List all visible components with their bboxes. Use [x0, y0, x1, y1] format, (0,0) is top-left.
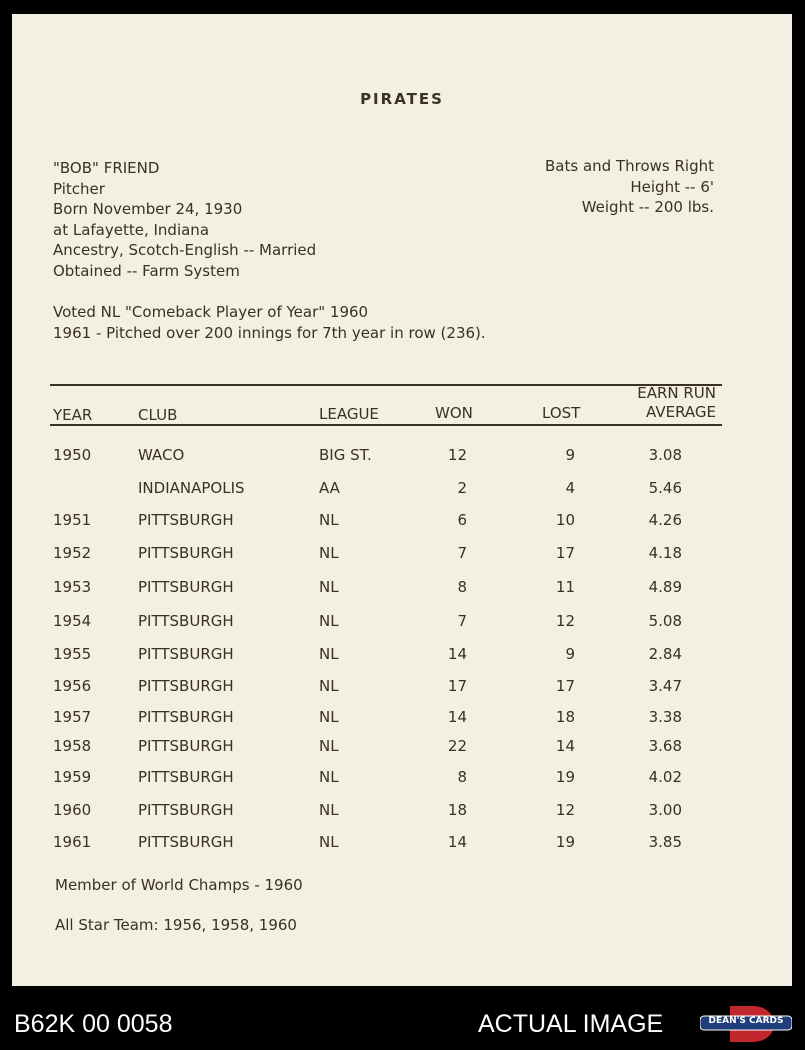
row-league: NL	[319, 737, 339, 755]
row-year: 1958	[53, 737, 92, 755]
player-name: "BOB" FRIEND	[53, 159, 160, 177]
row-lost: 14	[555, 737, 575, 755]
player-ancestry: Ancestry, Scotch-English -- Married	[53, 241, 317, 259]
note-comeback: Voted NL "Comeback Player of Year" 1960	[53, 303, 369, 321]
row-won: 2	[457, 479, 467, 497]
bats-throws: Bats and Throws Right	[545, 157, 714, 175]
logo-text: DEAN'S CARDS	[708, 1016, 784, 1026]
row-won: 7	[457, 612, 467, 630]
row-club: PITTSBURGH	[138, 737, 234, 755]
row-won: 8	[457, 768, 467, 786]
row-club: PITTSBURGH	[138, 677, 234, 695]
note-innings: 1961 - Pitched over 200 innings for 7th year in row (236).	[53, 324, 486, 342]
sku-label: B62K 00 0058	[14, 1010, 173, 1038]
row-year: 1952	[53, 544, 92, 562]
row-era: 4.89	[648, 578, 682, 596]
row-lost: 9	[565, 645, 575, 663]
deans-cards-logo	[700, 1004, 792, 1044]
player-obtained: Obtained -- Farm System	[53, 261, 240, 280]
header-era	[616, 384, 716, 422]
row-league: NL	[319, 677, 339, 695]
row-year: 1953	[53, 578, 92, 596]
row-lost: 9	[565, 446, 575, 464]
row-league: NL	[319, 645, 339, 663]
row-won: 8	[457, 578, 467, 596]
row-lost: 11	[555, 578, 575, 596]
career-notes	[53, 302, 486, 344]
row-league: NL	[319, 511, 339, 529]
player-born: Born November 24, 1930	[53, 200, 243, 218]
all-star-note: All Star Team: 1956, 1958, 1960	[55, 916, 297, 934]
row-league: BIG ST.	[319, 446, 372, 464]
row-era: 3.00	[648, 801, 682, 819]
row-league: NL	[319, 612, 339, 630]
row-lost: 12	[555, 612, 575, 630]
row-won: 12	[447, 446, 467, 464]
row-league: NL	[319, 768, 339, 786]
row-league: NL	[319, 578, 339, 596]
row-club: PITTSBURGH	[138, 645, 234, 663]
row-lost: 4	[565, 479, 575, 497]
actual-image-label: ACTUAL IMAGE	[478, 1010, 664, 1038]
row-won: 14	[447, 645, 467, 663]
header-won: WON	[435, 404, 473, 422]
row-era: 3.85	[648, 833, 682, 851]
player-position: Pitcher	[53, 179, 105, 198]
player-weight: Weight -- 200 lbs.	[581, 198, 714, 216]
row-club: PITTSBURGH	[138, 768, 234, 786]
header-era-line1: EARN RUN	[637, 384, 716, 402]
row-club: PITTSBURGH	[138, 801, 234, 819]
row-year: 1954	[53, 612, 92, 630]
row-year: 1961	[53, 833, 92, 851]
row-lost: 12	[555, 801, 575, 819]
player-height: Height -- 6'	[630, 177, 714, 196]
card-back	[12, 14, 792, 986]
row-era: 2.84	[648, 645, 682, 663]
row-era: 3.38	[648, 708, 682, 726]
row-won: 22	[447, 737, 467, 755]
row-club: INDIANAPOLIS	[138, 479, 245, 497]
row-club: PITTSBURGH	[138, 612, 234, 630]
row-won: 6	[457, 511, 467, 529]
row-league: AA	[319, 479, 340, 497]
row-won: 14	[447, 708, 467, 726]
row-year: 1960	[53, 801, 92, 819]
row-lost: 19	[555, 768, 575, 786]
row-league: NL	[319, 544, 339, 562]
row-era: 3.47	[648, 677, 682, 695]
header-lost: LOST	[542, 404, 581, 422]
team-name: PIRATES	[360, 90, 444, 108]
row-won: 7	[457, 544, 467, 562]
row-era: 5.08	[648, 612, 682, 630]
row-era: 3.68	[648, 737, 682, 755]
row-league: NL	[319, 833, 339, 851]
row-lost: 17	[555, 677, 575, 695]
row-league: NL	[319, 801, 339, 819]
row-year: 1955	[53, 645, 92, 663]
header-year: YEAR	[53, 406, 93, 424]
row-era: 3.08	[648, 446, 682, 464]
row-won: 17	[447, 677, 467, 695]
row-year: 1950	[53, 446, 92, 464]
row-year: 1951	[53, 511, 92, 529]
row-era: 4.26	[648, 511, 682, 529]
player-birthplace: at Lafayette, Indiana	[53, 220, 210, 239]
player-physical	[545, 156, 714, 218]
row-lost: 10	[555, 511, 575, 529]
row-club: PITTSBURGH	[138, 511, 234, 529]
table-header-rule	[50, 424, 722, 426]
world-champs-note: Member of World Champs - 1960	[55, 876, 303, 894]
row-club: WACO	[138, 446, 185, 464]
header-league: LEAGUE	[319, 405, 379, 423]
row-era: 5.46	[648, 479, 682, 497]
row-won: 18	[447, 801, 467, 819]
row-lost: 19	[555, 833, 575, 851]
row-lost: 17	[555, 544, 575, 562]
header-club: CLUB	[138, 406, 178, 424]
row-club: PITTSBURGH	[138, 708, 234, 726]
row-year: 1959	[53, 768, 92, 786]
row-club: PITTSBURGH	[138, 544, 234, 562]
header-era-line2: AVERAGE	[646, 403, 716, 421]
row-club: PITTSBURGH	[138, 578, 234, 596]
row-era: 4.18	[648, 544, 682, 562]
row-year: 1956	[53, 677, 92, 695]
row-club: PITTSBURGH	[138, 833, 234, 851]
row-year: 1957	[53, 708, 92, 726]
player-bio	[53, 158, 316, 281]
row-won: 14	[447, 833, 467, 851]
row-league: NL	[319, 708, 339, 726]
row-lost: 18	[555, 708, 575, 726]
row-era: 4.02	[648, 768, 682, 786]
